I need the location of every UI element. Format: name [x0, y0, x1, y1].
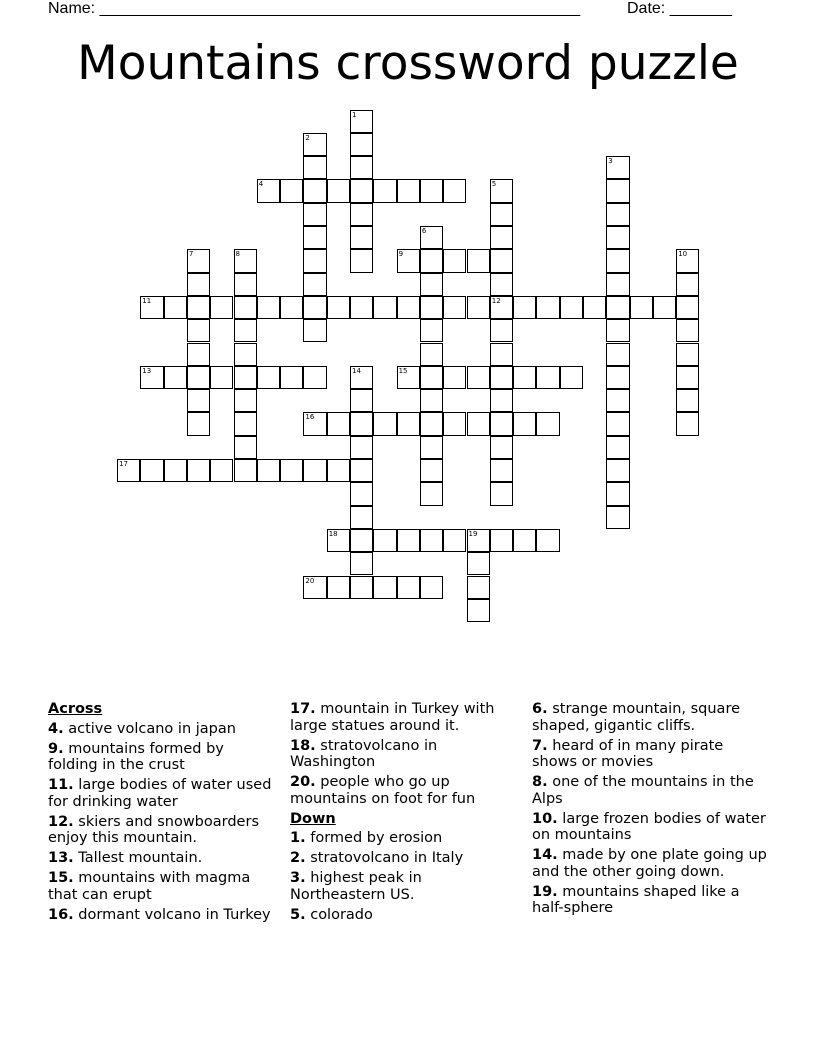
- clue-number-label: 13.: [48, 850, 74, 866]
- grid-cell[interactable]: [350, 226, 373, 249]
- grid-cell[interactable]: [327, 459, 350, 482]
- grid-cell[interactable]: [467, 366, 490, 389]
- clue-column-2: [290, 701, 518, 927]
- clue-number-label: 18.: [290, 737, 316, 754]
- clue-text: dormant volcano in Turkey: [73, 906, 271, 923]
- clue-number: 3: [608, 157, 613, 166]
- grid-cell[interactable]: [187, 459, 210, 482]
- clue-number: 11: [142, 296, 152, 305]
- grid-cell[interactable]: [234, 273, 257, 296]
- clue-number: 20: [305, 576, 315, 585]
- clue-number: 5: [491, 180, 497, 189]
- page-title: Mountains crossword puzzle: [77, 36, 739, 91]
- grid-cell[interactable]: [676, 389, 699, 412]
- clue-number: 17: [119, 460, 128, 468]
- grid-cell[interactable]: [490, 296, 513, 319]
- grid-cell[interactable]: [187, 389, 210, 412]
- clue-item: [48, 814, 276, 847]
- grid-cell[interactable]: [490, 319, 513, 342]
- grid-cell[interactable]: [164, 366, 187, 389]
- grid-cell[interactable]: [397, 529, 420, 552]
- clue-number-label: 6.: [532, 701, 548, 717]
- grid-cell[interactable]: [164, 459, 187, 482]
- grid-cell[interactable]: [257, 459, 280, 482]
- grid-cell[interactable]: [443, 366, 466, 389]
- clue-number-label: 4.: [48, 720, 64, 737]
- grid-cell[interactable]: [187, 273, 210, 296]
- clue-text: strange mountain, square shaped, gigantic cliffs.: [532, 701, 741, 734]
- grid-cell[interactable]: [303, 156, 326, 179]
- grid-cell[interactable]: [187, 249, 210, 272]
- grid-cell[interactable]: [350, 459, 373, 482]
- grid-cell[interactable]: [420, 179, 443, 202]
- grid-cell[interactable]: [606, 296, 629, 319]
- grid-cell[interactable]: [350, 366, 373, 389]
- clue-item: [290, 850, 518, 867]
- grid-cell[interactable]: [373, 412, 396, 435]
- grid-cell[interactable]: [467, 599, 490, 622]
- grid-cell[interactable]: [606, 156, 629, 179]
- grid-cell[interactable]: [187, 343, 210, 366]
- clue-number-label: 3.: [290, 870, 306, 886]
- grid-cell[interactable]: [583, 296, 606, 319]
- clue-item: [48, 870, 276, 903]
- grid-cell[interactable]: [350, 133, 373, 156]
- clue-number-label: 16.: [48, 906, 74, 923]
- grid-cell[interactable]: [350, 156, 373, 179]
- grid-cell[interactable]: [373, 296, 396, 319]
- clue-text: stratovolcano in Italy: [305, 850, 464, 866]
- clue-item: [532, 884, 767, 917]
- grid-cell[interactable]: [490, 529, 513, 552]
- grid-cell[interactable]: [420, 389, 443, 412]
- grid-cell[interactable]: [490, 482, 513, 505]
- grid-cell[interactable]: [234, 343, 257, 366]
- clue-number-label: 7.: [532, 737, 548, 754]
- grid-cell[interactable]: [443, 296, 466, 319]
- clue-text: large frozen bodies of water on mountains: [532, 810, 766, 843]
- grid-cell[interactable]: [606, 412, 629, 435]
- clue-item: [290, 738, 518, 771]
- grid-cell[interactable]: [303, 179, 326, 202]
- across-clue-list-continued: [290, 701, 518, 807]
- clue-item: [290, 774, 518, 807]
- grid-cell[interactable]: [490, 343, 513, 366]
- grid-cell[interactable]: [397, 296, 420, 319]
- grid-cell[interactable]: [280, 459, 303, 482]
- grid-cell[interactable]: [606, 249, 629, 272]
- grid-cell[interactable]: [350, 296, 373, 319]
- grid-cell[interactable]: [490, 179, 513, 202]
- grid-cell[interactable]: [280, 179, 303, 202]
- grid-cell[interactable]: [420, 226, 443, 249]
- grid-cell[interactable]: [606, 319, 629, 342]
- grid-cell[interactable]: [187, 296, 210, 319]
- grid-cell[interactable]: [373, 179, 396, 202]
- clue-item: [48, 850, 276, 867]
- grid-cell[interactable]: [140, 296, 163, 319]
- grid-cell[interactable]: [350, 179, 373, 202]
- grid-cell[interactable]: [397, 249, 420, 272]
- grid-cell[interactable]: [467, 412, 490, 435]
- grid-cell[interactable]: [164, 296, 187, 319]
- clue-text: Tallest mountain.: [73, 850, 203, 866]
- grid-cell[interactable]: [630, 296, 653, 319]
- clue-item: [48, 777, 276, 810]
- grid-cell[interactable]: [234, 366, 257, 389]
- grid-cell[interactable]: [117, 459, 140, 482]
- grid-cell[interactable]: [676, 412, 699, 435]
- grid-cell[interactable]: [373, 529, 396, 552]
- clue-number: 9: [398, 250, 404, 259]
- clue-item: [532, 701, 767, 734]
- grid-cell[interactable]: [187, 412, 210, 435]
- clue-column-3: [532, 701, 767, 920]
- grid-cell[interactable]: [327, 179, 350, 202]
- grid-cell[interactable]: [490, 249, 513, 272]
- grid-cell[interactable]: [397, 412, 420, 435]
- grid-cell[interactable]: [350, 412, 373, 435]
- grid-cell[interactable]: [606, 506, 629, 529]
- grid-cell[interactable]: [234, 412, 257, 435]
- clue-text: active volcano in japan: [63, 720, 236, 737]
- grid-cell[interactable]: [536, 412, 559, 435]
- grid-cell[interactable]: [606, 273, 629, 296]
- grid-cell[interactable]: [303, 576, 326, 599]
- grid-cell[interactable]: [257, 296, 280, 319]
- clue-item: [48, 907, 276, 924]
- grid-cell[interactable]: [350, 482, 373, 505]
- grid-cell[interactable]: [676, 249, 699, 272]
- clue-number-label: 20.: [290, 774, 316, 790]
- clue-text: made by one plate going up and the other going down.: [532, 847, 767, 880]
- grid-cell[interactable]: [467, 529, 490, 552]
- grid-cell[interactable]: [303, 249, 326, 272]
- clue-number: 10: [678, 250, 688, 259]
- grid-cell[interactable]: [234, 296, 257, 319]
- grid-cell[interactable]: [606, 389, 629, 412]
- grid-cell[interactable]: [490, 389, 513, 412]
- grid-cell[interactable]: [443, 412, 466, 435]
- clue-number-label: 12.: [48, 813, 74, 830]
- down-heading: Down: [290, 810, 336, 827]
- grid-cell[interactable]: [303, 412, 326, 435]
- clue-text: mountains with magma that can erupt: [48, 870, 251, 903]
- clue-number: 12: [491, 296, 501, 305]
- grid-cell[interactable]: [420, 412, 443, 435]
- grid-cell[interactable]: [606, 436, 629, 459]
- clue-number: 18: [328, 529, 338, 538]
- clue-text: large bodies of water used for drinking water: [48, 777, 272, 810]
- grid-cell[interactable]: [257, 366, 280, 389]
- grid-cell[interactable]: [490, 226, 513, 249]
- clue-number-label: 17.: [290, 701, 316, 717]
- grid-cell[interactable]: [210, 296, 233, 319]
- grid-cell[interactable]: [653, 296, 676, 319]
- clue-number: 13: [142, 366, 152, 375]
- grid-cell[interactable]: [467, 296, 490, 319]
- clue-text: highest peak in Northeastern US.: [290, 870, 422, 903]
- clue-item: [48, 741, 276, 774]
- grid-cell[interactable]: [327, 576, 350, 599]
- clue-text: mountains shaped like a half-sphere: [532, 883, 740, 916]
- grid-cell[interactable]: [350, 203, 373, 226]
- clue-number: 8: [235, 250, 240, 259]
- grid-cell[interactable]: [490, 203, 513, 226]
- clue-column-1: [48, 701, 276, 927]
- grid-cell[interactable]: [490, 273, 513, 296]
- grid-cell[interactable]: [420, 576, 443, 599]
- grid-cell[interactable]: [513, 529, 536, 552]
- grid-cell[interactable]: [397, 179, 420, 202]
- grid-cell[interactable]: [490, 412, 513, 435]
- clue-item: [290, 870, 518, 903]
- grid-cell[interactable]: [327, 412, 350, 435]
- clue-text: one of the mountains in the Alps: [532, 774, 754, 807]
- grid-cell[interactable]: [350, 110, 373, 133]
- clue-item: [290, 701, 518, 734]
- grid-cell[interactable]: [280, 366, 303, 389]
- clue-number: 15: [398, 366, 408, 375]
- grid-cell[interactable]: [350, 506, 373, 529]
- clue-text: mountain in Turkey with large statues around it.: [290, 701, 495, 734]
- grid-cell[interactable]: [513, 366, 536, 389]
- grid-cell[interactable]: [443, 179, 466, 202]
- grid-cell[interactable]: [234, 436, 257, 459]
- grid-cell[interactable]: [420, 273, 443, 296]
- clue-item: [532, 738, 767, 771]
- clue-number-label: 9.: [48, 740, 64, 757]
- grid-cell[interactable]: [606, 179, 629, 202]
- clue-number: 19: [468, 529, 478, 538]
- grid-cell[interactable]: [350, 529, 373, 552]
- grid-cell[interactable]: [420, 319, 443, 342]
- clue-text: mountains formed by folding in the crust: [48, 740, 224, 773]
- grid-cell[interactable]: [303, 459, 326, 482]
- grid-cell[interactable]: [303, 296, 326, 319]
- grid-cell[interactable]: [234, 249, 257, 272]
- clue-number: 2: [305, 133, 310, 142]
- clue-number: 7: [188, 250, 194, 259]
- down-clue-list-continued: [532, 701, 767, 917]
- grid-cell[interactable]: [234, 459, 257, 482]
- grid-cell[interactable]: [303, 203, 326, 226]
- grid-cell[interactable]: [420, 459, 443, 482]
- clue-item: [48, 721, 276, 738]
- grid-cell[interactable]: [560, 296, 583, 319]
- grid-cell[interactable]: [676, 273, 699, 296]
- grid-cell[interactable]: [303, 133, 326, 156]
- clue-number-label: 8.: [532, 774, 548, 790]
- grid-cell[interactable]: [140, 366, 163, 389]
- grid-cell[interactable]: [467, 552, 490, 575]
- across-heading: Across: [48, 701, 103, 717]
- clue-number-label: 5.: [290, 906, 306, 923]
- grid-cell[interactable]: [350, 249, 373, 272]
- grid-cell[interactable]: [303, 273, 326, 296]
- clue-number: 14: [352, 366, 361, 375]
- clue-text: people who go up mountains on foot for fun: [290, 774, 476, 807]
- grid-cell[interactable]: [443, 529, 466, 552]
- grid-cell[interactable]: [676, 343, 699, 366]
- grid-cell[interactable]: [350, 552, 373, 575]
- grid-cell[interactable]: [606, 482, 629, 505]
- clue-text: heard of in many pirate shows or movies: [532, 737, 724, 770]
- grid-cell[interactable]: [303, 226, 326, 249]
- grid-cell[interactable]: [490, 436, 513, 459]
- grid-cell[interactable]: [187, 319, 210, 342]
- clue-number-label: 11.: [48, 777, 74, 793]
- grid-cell[interactable]: [210, 459, 233, 482]
- grid-cell[interactable]: [420, 296, 443, 319]
- date-field-label: Date: _______: [627, 0, 732, 17]
- grid-cell[interactable]: [397, 576, 420, 599]
- grid-cell[interactable]: [373, 576, 396, 599]
- grid-cell[interactable]: [536, 529, 559, 552]
- grid-cell[interactable]: [606, 366, 629, 389]
- grid-cell[interactable]: [187, 366, 210, 389]
- clue-item: [532, 774, 767, 807]
- grid-cell[interactable]: [490, 459, 513, 482]
- grid-cell[interactable]: [536, 366, 559, 389]
- grid-cell[interactable]: [280, 296, 303, 319]
- grid-cell[interactable]: [420, 482, 443, 505]
- grid-cell[interactable]: [513, 412, 536, 435]
- grid-cell[interactable]: [303, 319, 326, 342]
- clue-number-label: 2.: [290, 850, 306, 866]
- clue-number: 16: [305, 413, 315, 422]
- across-clue-list: [48, 721, 276, 924]
- grid-cell[interactable]: [350, 389, 373, 412]
- grid-cell[interactable]: [606, 343, 629, 366]
- grid-cell[interactable]: [420, 249, 443, 272]
- clue-number-label: 19.: [532, 883, 558, 900]
- grid-cell[interactable]: [606, 226, 629, 249]
- clue-number: 6: [421, 227, 427, 235]
- grid-cell[interactable]: [420, 436, 443, 459]
- grid-cell[interactable]: [140, 459, 163, 482]
- grid-cell[interactable]: [420, 366, 443, 389]
- grid-cell[interactable]: [257, 179, 280, 202]
- clue-number-label: 1.: [290, 830, 306, 846]
- clue-number-label: 14.: [532, 847, 558, 863]
- grid-cell[interactable]: [606, 459, 629, 482]
- grid-cell[interactable]: [420, 343, 443, 366]
- grid-cell[interactable]: [397, 366, 420, 389]
- clue-text: skiers and snowboarders enjoy this mountain.: [48, 813, 259, 846]
- clue-text: stratovolcano in Washington: [290, 737, 438, 770]
- clue-text: formed by erosion: [305, 830, 443, 846]
- clue-number-label: 15.: [48, 870, 74, 886]
- grid-cell[interactable]: [350, 576, 373, 599]
- clue-text: colorado: [305, 906, 373, 923]
- grid-cell[interactable]: [420, 529, 443, 552]
- clue-item: [290, 907, 518, 924]
- grid-cell[interactable]: [327, 296, 350, 319]
- grid-cell[interactable]: [676, 296, 699, 319]
- clue-number: 1: [352, 110, 357, 119]
- grid-cell[interactable]: [467, 576, 490, 599]
- grid-cell[interactable]: [676, 366, 699, 389]
- clue-item: [290, 830, 518, 847]
- grid-cell[interactable]: [490, 366, 513, 389]
- grid-cell[interactable]: [536, 296, 559, 319]
- grid-cell[interactable]: [234, 389, 257, 412]
- grid-cell[interactable]: [210, 366, 233, 389]
- down-clue-list: [290, 830, 518, 923]
- grid-cell[interactable]: [350, 436, 373, 459]
- grid-cell[interactable]: [327, 529, 350, 552]
- grid-cell[interactable]: [606, 203, 629, 226]
- grid-cell[interactable]: [467, 249, 490, 272]
- clue-item: [532, 847, 767, 880]
- grid-cell[interactable]: [513, 296, 536, 319]
- name-field-label: Name: ______________________________________________________: [48, 0, 581, 17]
- clue-number-label: 10.: [532, 810, 558, 827]
- grid-cell[interactable]: [234, 319, 257, 342]
- clue-number: 4: [258, 180, 264, 189]
- grid-cell[interactable]: [676, 319, 699, 342]
- grid-cell[interactable]: [443, 249, 466, 272]
- clue-item: [532, 811, 767, 844]
- grid-cell[interactable]: [303, 366, 326, 389]
- grid-cell[interactable]: [560, 366, 583, 389]
